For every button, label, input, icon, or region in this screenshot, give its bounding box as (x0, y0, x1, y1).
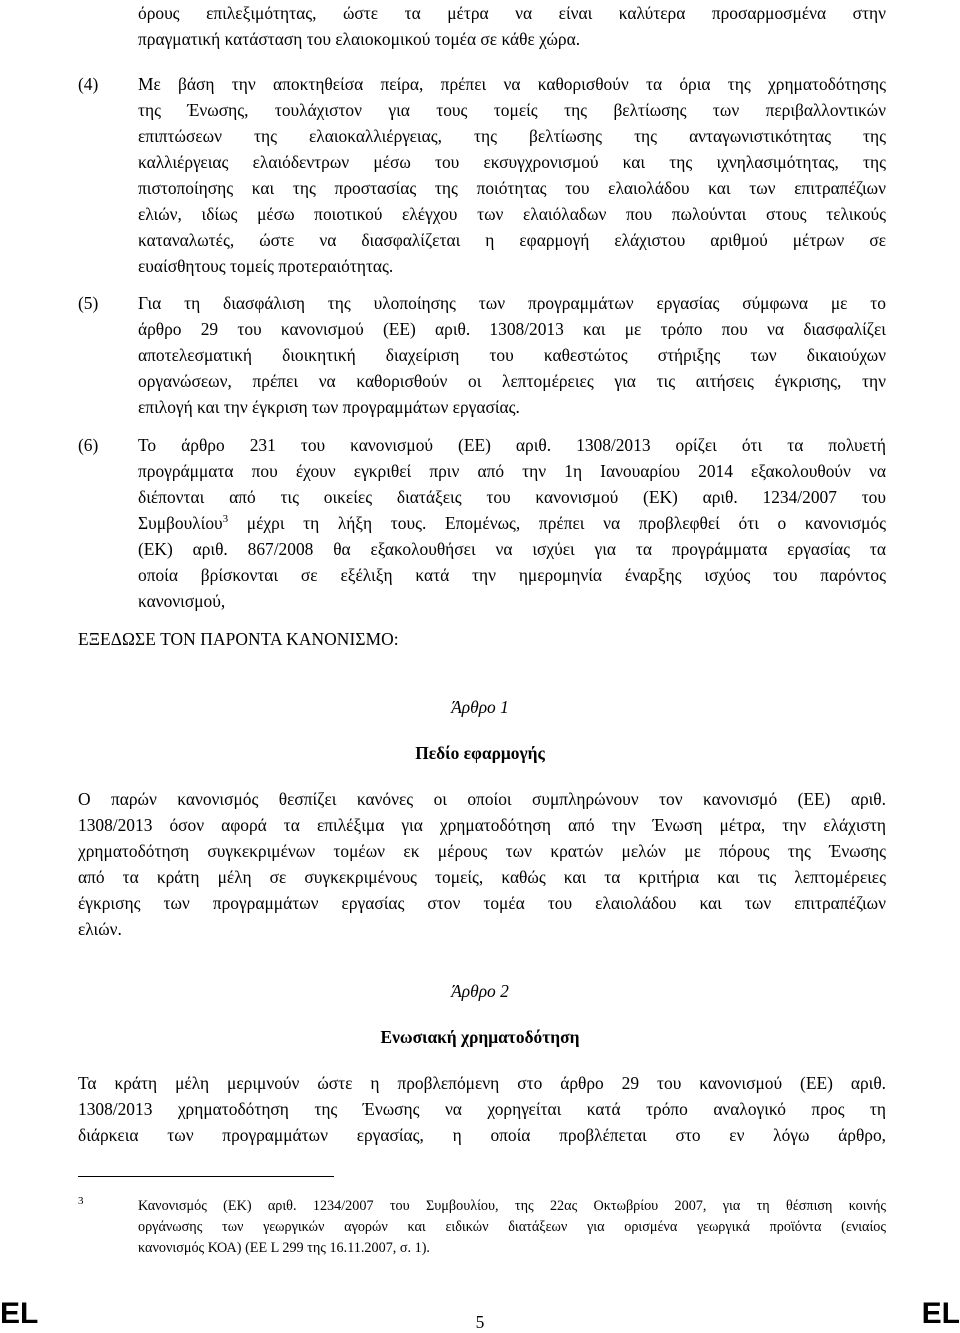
text-line: από τα κράτη μέλη σε συγκεκριμένους τομείς, καθώς και τα κριτήρια και τις λεπτομέρειες (78, 867, 886, 887)
text-line: Κανονισμός (ΕΚ) αριθ. 1234/2007 του Συμβουλίου, της 22ας Οκτωβρίου 2007, για τη θέσπιση κοινής (138, 1198, 886, 1214)
text-line: Για τη διασφάλιση της υλοποίησης των προγραμμάτων εργασίας σύμφωνα με το (138, 293, 886, 313)
text-line: έγκρισης των προγραμμάτων εργασίας στον τομέα του ελαιολάδου και των επιτραπέζιων (78, 893, 886, 913)
text-line: πιστοποίησης και της προστασίας της ποιότητας του ελαιολάδου και των επιτραπέζιων (138, 178, 886, 198)
footnote-marker: 3 (78, 1195, 84, 1207)
text-line: διάρκεια των προγραμμάτων εργασίας, η οποία προβλέπεται στο εν λόγω άρθρο, (78, 1125, 886, 1145)
recital-body (138, 0, 886, 52)
recital-number: (5) (78, 293, 99, 313)
text-line: όρους επιλεξιμότητας, ώστε τα μέτρα να είναι καλύτερα προσαρμοσμένα στην (138, 3, 886, 23)
text-line: οργανώσεων, πρέπει να καθορισθούν οι λεπτομέρειες για τις αιτήσεις έγκρισης, την (138, 371, 886, 391)
text-line: επιλογή και την έγκριση των προγραμμάτων εργασίας. (138, 397, 520, 417)
recital-body (138, 290, 886, 420)
text-line: προγράμματα που έχουν εγκριθεί πριν από την 1η Ιανουαρίου 2014 εξακολουθούν να (138, 461, 886, 481)
text-line: χρηματοδότηση συγκεκριμένων τομέων εκ μέρους των κρατών μελών με πόρους της Ένωσης (78, 841, 886, 861)
page-number: 5 (475, 1312, 485, 1332)
footnote-text (138, 1196, 886, 1259)
text-line: Τα κράτη μέλη μεριμνούν ώστε η προβλεπόμενη στο άρθρο 29 του κανονισμού (ΕΕ) αριθ. (78, 1073, 886, 1093)
text-line: ευαίσθητους τομείς προτεραιότητας. (138, 256, 394, 276)
text-line: πραγματική κατάσταση του ελαιοκομικού τομέα σε κάθε χώρα. (138, 29, 581, 49)
recital-body (138, 432, 886, 614)
article-1-text (78, 786, 886, 942)
language-code-left: EL (0, 1297, 39, 1330)
text-line-with-footnote-ref: Συμβουλίου$^3$ μέχρι τη λήξη τους. Επομένως, πρέπει να προβλεφθεί ότι ο κανονισμός (138, 513, 886, 533)
language-code-right: EL (921, 1297, 960, 1330)
text-line: ελιών, ιδίως μέσω ποιοτικού ελέγχου των ελαιόλαδων που πωλούνται στους τελικούς (138, 204, 886, 224)
text-line: αποτελεσματική διοικητική διαχείριση του καθεστώτος στήριξης των δικαιούχων (138, 345, 886, 365)
recital-body (138, 71, 886, 279)
text-line: ελιών. (78, 919, 122, 939)
article-1-number: Άρθρο 1 (451, 697, 509, 717)
text-line: 1308/2013 όσον αφορά τα επιλέξιμα για χρηματοδότηση από την Ένωση μέτρα, την ελάχιστη (78, 815, 886, 835)
footnote-separator (78, 1176, 334, 1177)
text-line: Το άρθρο 231 του κανονισμού (ΕΕ) αριθ. 1308/2013 ορίζει ότι τα πολυετή (138, 435, 886, 455)
text-line: επιπτώσεων της ελαιοκαλλιέργειας, της βελτίωσης της ανταγωνιστικότητας της (138, 126, 886, 146)
text-line: 1308/2013 χρηματοδότηση της Ένωσης να χορηγείται κατά τρόπο αναλογικό προς τη (78, 1099, 886, 1119)
text-line: Με βάση την αποκτηθείσα πείρα, πρέπει να καθορισθούν τα όρια της χρηματοδότησης (138, 74, 886, 94)
recital-3-continuation (78, 0, 886, 52)
text-line: οργάνωσης των γεωργικών αγορών και ειδικών διατάξεων για ορισμένα γεωργικά προϊόντα (ενιαίος (138, 1219, 886, 1235)
text-line: της Ένωσης, τουλάχιστον για τους τομείς της βελτίωσης των περιβαλλοντικών (138, 100, 886, 120)
recital-5 (78, 290, 886, 420)
article-2-number: Άρθρο 2 (451, 981, 509, 1001)
enacting-formula: ΕΞΕΔΩΣΕ ΤΟΝ ΠΑΡΟΝΤΑ ΚΑΝΟΝΙΣΜΟ: (78, 629, 399, 649)
article-1-title: Πεδίο εφαρμογής (415, 743, 545, 763)
text-line: διέπονται από τις οικείες διατάξεις του κανονισμού (ΕΚ) αριθ. 1234/2007 του (138, 487, 886, 507)
recital-number: (4) (78, 74, 99, 94)
text-line: Ο παρών κανονισμός θεσπίζει κανόνες οι οποίοι συμπληρώνουν τον κανονισμό (ΕΕ) αριθ. (78, 789, 886, 809)
text-line: καλλιέργειας ελαιόδεντρων μέσω του εκσυγχρονισμού και της ιχνηλασιμότητας, της (138, 152, 886, 172)
article-2-title: Ενωσιακή χρηματοδότηση (380, 1027, 580, 1047)
text-line: (ΕΚ) αριθ. 867/2008 θα εξακολουθήσει να ισχύει για τα προγράμματα εργασίας τα (138, 539, 886, 559)
text-line: οποία βρίσκονται σε εξέλιξη κατά την ημερομηνία έναρξης ισχύος του παρόντος (138, 565, 886, 585)
recital-4 (78, 71, 886, 279)
footnote-reference: 3 (222, 513, 229, 525)
recital-number: (6) (78, 435, 99, 455)
text-line: κανονισμός ΚΟΑ) (ΕΕ L 299 της 16.11.2007, σ. 1). (138, 1240, 430, 1256)
text-line: καταναλωτές, ώστε να διασφαλίζεται η εφαρμογή ελάχιστου αριθμού μέτρων σε (138, 230, 886, 250)
recital-6 (78, 432, 886, 614)
article-2-text (78, 1070, 886, 1148)
text-line: κανονισμού, (138, 591, 226, 611)
text-line: άρθρο 29 του κανονισμού (ΕΕ) αριθ. 1308/2013 και με τρόπο που να διασφαλίζει (138, 319, 886, 339)
